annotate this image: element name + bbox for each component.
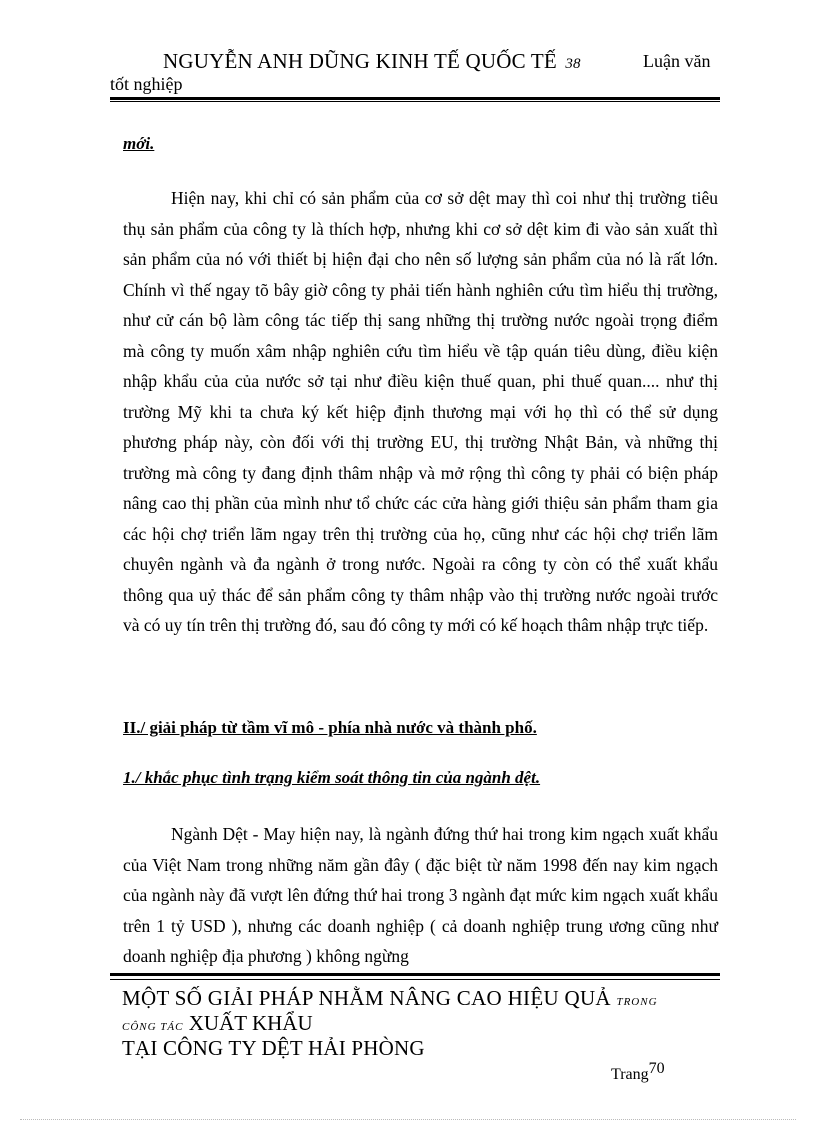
header-title	[163, 49, 581, 74]
footer-line-1	[122, 986, 658, 1011]
page-bottom-divider	[20, 1119, 796, 1120]
footer-line-1-small: TRONG	[616, 996, 658, 1008]
page-number-value: 70	[648, 1060, 665, 1077]
footer-rule-thin	[110, 979, 720, 980]
header-title-text: NGUYỄN ANH DŨNG KINH TẾ QUỐC TẾ	[163, 49, 557, 73]
header-right-label: Luận văn	[643, 51, 711, 71]
subsection-heading: 1./ khắc phục tình trạng kiểm soát thông tin của ngành dệt.	[123, 768, 541, 787]
section-tail: mới.	[123, 134, 155, 153]
header-continuation: tốt nghiệp	[110, 74, 183, 94]
footer-line-2	[122, 1011, 313, 1036]
body-paragraph-2: Ngành Dệt - May hiện nay, là ngành đứng thứ hai trong kim ngạch xuất khẩu của Việt Nam trong những năm gần đây ( đặc biệt từ năm 1998 đến nay kim ngạch của ngành này đã vượt lên đứng thứ hai trong 3 ngành đạt mức kim ngạch xuất khẩu trên 1 tỷ USD ), nhưng các doanh nghiệp ( cả doanh nghiệp trung ương cũng như doanh nghiệp địa phương ) không ngừng	[123, 824, 718, 966]
footer-line-2-small: CÔNG TÁC	[122, 1021, 184, 1033]
footer-line-1-text: MỘT SỐ GIẢI PHÁP NHẰM NÂNG CAO HIỆU QUẢ	[122, 986, 611, 1010]
header-page-marker: 38	[565, 56, 581, 72]
page-number	[611, 1060, 665, 1084]
section-heading: II./ giải pháp từ tầm vĩ mô - phía nhà nước và thành phố.	[123, 718, 537, 737]
footer-line-3: TẠI CÔNG TY DỆT HẢI PHÒNG	[122, 1036, 425, 1060]
footer-line-2-text: XUẤT KHẨU	[188, 1011, 313, 1035]
header-rule-thick	[110, 97, 720, 100]
footer-rule-thick	[110, 973, 720, 976]
header-rule-thin	[110, 101, 720, 102]
body-paragraph-1: Hiện nay, khi chỉ có sản phẩm của cơ sở dệt may thì coi như thị trường tiêu thụ sản phẩm của công ty là thích hợp, nhưng khi cơ sở dệt kim đi vào sản xuất thì sản phẩm của nó với thiết bị hiện đại cho nên số lượng sản phẩm của nó là rất lớn. Chính vì thế ngay tõ bây giờ công ty phải tiến hành nghiên cứu tìm hiểu thị trường, như cử cán bộ làm công tác tiếp thị sang những thị trường nước ngoài trọng điểm mà công ty muốn xâm nhập nghiên cứu tìm hiểu về tập quán tiêu dùng, điều kiện nhập khẩu của của nước sở tại như điều kiện thuế quan, phi thuế quan.... như thị trường Mỹ khi ta chưa ký kết hiệp định thương mại với họ thì có thể sử dụng phương pháp này, còn đối với thị trường EU, thị trường Nhật Bản, và những thị trường mà công ty đang định thâm nhập và mở rộng thì công ty phải có biện pháp nâng cao thị phần của mình như tổ chức các cửa hàng giới thiệu sản phẩm tham gia các hội chợ triển lãm ngay trên thị trường của họ, cũng như các hội chợ triển lãm chuyên ngành và đa ngành ở trong nước. Ngoài ra công ty còn có thể xuất khẩu thông qua uỷ thác để sản phẩm công ty thâm nhập vào thị trường nước ngoài trước và có uy tín trên thị trường đó, sau đó công ty mới có kế hoạch thâm nhập trực tiếp.	[123, 188, 718, 635]
page-label: Trang	[611, 1066, 649, 1083]
